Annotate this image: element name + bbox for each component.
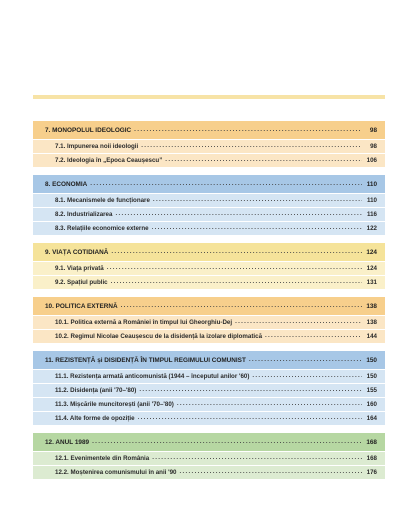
top-divider: [33, 95, 385, 99]
page-number: 98: [370, 143, 377, 150]
page-number: 168: [366, 455, 377, 462]
dot-leader: [153, 197, 362, 203]
page-number: 164: [366, 415, 377, 422]
toc-section-9: [33, 243, 385, 289]
page-number: 110: [367, 197, 377, 204]
chapter-title: 8. ECONOMIA: [45, 180, 88, 188]
dot-leader: [265, 333, 362, 339]
toc-subentry[interactable]: [33, 261, 385, 275]
dot-leader: [111, 249, 362, 255]
toc-subentry[interactable]: [33, 369, 385, 383]
toc-section-7: [33, 121, 385, 167]
page-number: 150: [366, 356, 377, 364]
dot-leader: [92, 439, 362, 445]
toc-subentry[interactable]: [33, 383, 385, 397]
page-number: 124: [366, 265, 377, 272]
toc-chapter[interactable]: [33, 297, 385, 315]
toc-chapter[interactable]: [33, 121, 385, 139]
dot-leader: [139, 387, 362, 393]
page-number: 122: [366, 225, 377, 232]
page-number: 176: [366, 469, 377, 476]
subentry-title: 7.2. Ideologia în „Epoca Ceaușescu”: [55, 157, 163, 164]
toc-subentry[interactable]: [33, 315, 385, 329]
chapter-title: 11. REZISTENȚĂ și DISIDENȚĂ ÎN TIMPUL REGIMULUI COMUNIST: [45, 356, 246, 364]
page-number: 124: [366, 248, 377, 256]
dot-leader: [152, 225, 362, 231]
toc-section-11: [33, 351, 385, 425]
toc-subentry[interactable]: [33, 329, 385, 343]
dot-leader: [179, 469, 362, 475]
dot-leader: [107, 265, 362, 271]
toc-subentry[interactable]: [33, 221, 385, 235]
dot-leader: [235, 319, 362, 325]
page-number: 150: [366, 373, 377, 380]
toc-section-12: [33, 433, 385, 479]
subentry-title: 11.1. Rezistența armată anticomunistă (1944 – începutul anilor '60): [55, 373, 250, 380]
subentry-title: 9.1. Viața privată: [55, 265, 104, 272]
page-number: 131: [366, 279, 377, 286]
chapter-title: 7. MONOPOLUL IDEOLOGIC: [45, 126, 132, 134]
toc-subentry[interactable]: [33, 139, 385, 153]
toc-section-8: [33, 175, 385, 235]
page-number: 98: [369, 126, 377, 134]
dot-leader: [165, 157, 362, 163]
subentry-title: 11.4. Alte forme de opoziție: [55, 415, 135, 422]
subentry-title: 12.2. Moștenirea comunismului în anii '90: [55, 469, 177, 476]
toc-subentry[interactable]: [33, 451, 385, 465]
toc-subentry[interactable]: [33, 153, 385, 167]
table-of-contents: [33, 121, 385, 487]
dot-leader: [134, 127, 362, 133]
dot-leader: [115, 211, 362, 217]
page-number: 138: [366, 319, 377, 326]
chapter-title: 9. VIAȚA COTIDIANĂ: [45, 248, 109, 256]
dot-leader: [152, 455, 362, 461]
dot-leader: [141, 143, 362, 149]
subentry-title: 8.2. Industrializarea: [55, 211, 113, 218]
subentry-title: 7.1. Impunerea noii ideologii: [55, 143, 139, 150]
dot-leader: [249, 357, 362, 363]
dot-leader: [252, 373, 362, 379]
dot-leader: [138, 415, 362, 421]
subentry-title: 10.1. Politica externă a României în timpul lui Gheorghiu-Dej: [55, 319, 233, 326]
toc-subentry[interactable]: [33, 275, 385, 289]
toc-chapter[interactable]: [33, 243, 385, 261]
chapter-title: 12. ANUL 1989: [45, 438, 90, 446]
page-number: 160: [366, 401, 377, 408]
page-number: 155: [366, 387, 377, 394]
toc-chapter[interactable]: [33, 433, 385, 451]
subentry-title: 8.3. Relațiile economice externe: [55, 225, 149, 232]
toc-subentry[interactable]: [33, 207, 385, 221]
dot-leader: [121, 303, 362, 309]
toc-subentry[interactable]: [33, 465, 385, 479]
subentry-title: 11.2. Disidența (anii '70–'80): [55, 387, 137, 394]
dot-leader: [90, 181, 362, 187]
dot-leader: [111, 279, 362, 285]
subentry-title: 11.3. Mișcările muncitorești (anii '70–'80): [55, 401, 174, 408]
toc-subentry[interactable]: [33, 411, 385, 425]
toc-chapter[interactable]: [33, 175, 385, 193]
subentry-title: 8.1. Mecanismele de funcționare: [55, 197, 150, 204]
toc-section-10: [33, 297, 385, 343]
toc-subentry[interactable]: [33, 193, 385, 207]
subentry-title: 12.1. Evenimentele din România: [55, 455, 150, 462]
toc-chapter[interactable]: [33, 351, 385, 369]
page-number: 168: [366, 438, 377, 446]
page-number: 144: [366, 333, 377, 340]
dot-leader: [177, 401, 362, 407]
toc-subentry[interactable]: [33, 397, 385, 411]
page-number: 106: [366, 157, 377, 164]
page-number: 116: [367, 211, 377, 218]
page-number: 138: [366, 302, 377, 310]
page-number: 110: [366, 180, 377, 188]
subentry-title: 10.2. Regimul Nicolae Ceaușescu de la disidență la izolare diplomatică: [55, 333, 263, 340]
chapter-title: 10. POLITICA EXTERNĂ: [45, 302, 118, 310]
subentry-title: 9.2. Spațiul public: [55, 279, 108, 286]
